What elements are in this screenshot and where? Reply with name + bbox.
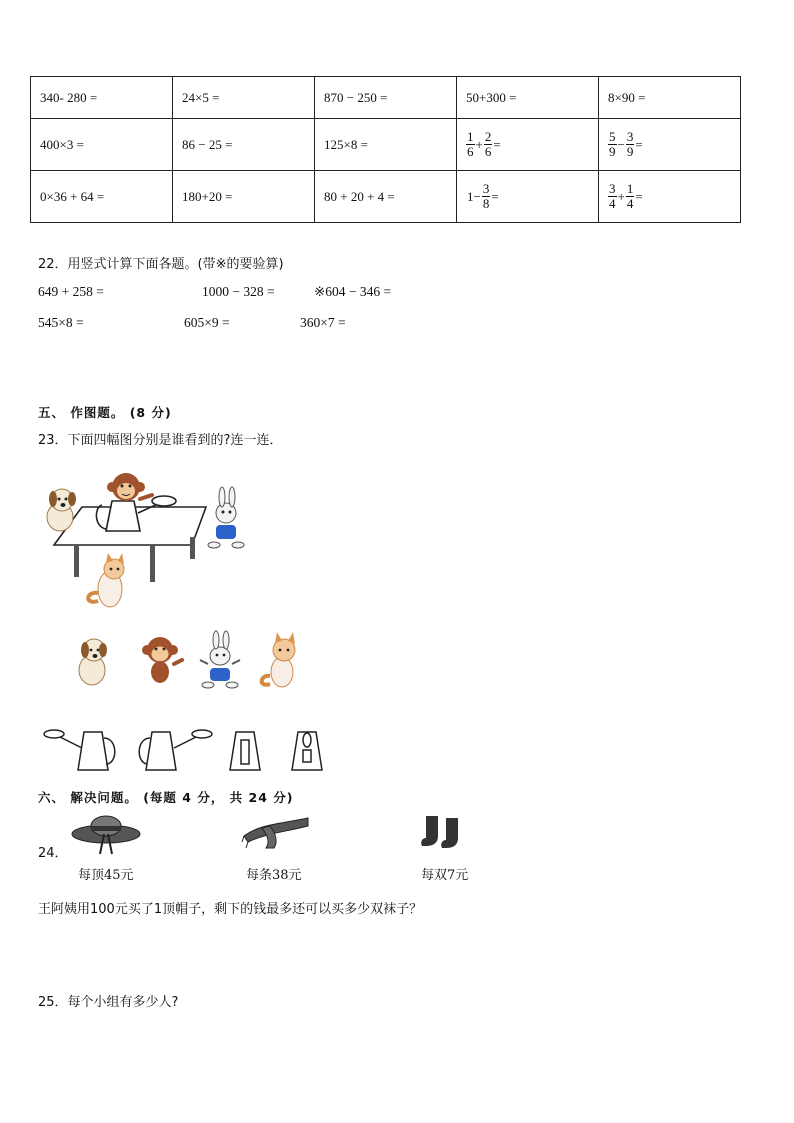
vertical-calc-item: ※604 − 346 =: [314, 284, 392, 299]
calculation-table: [30, 76, 741, 223]
table-cell-fraction: $\frac{3}{4}$ + $\frac{1}{4}$ =: [599, 171, 741, 223]
kettle-side-view-spout-right-icon[interactable]: [139, 730, 212, 770]
vertical-calc-item: 1000 − 328 =: [202, 284, 275, 299]
table-cell-fraction: $\frac{5}{9}$ − $\frac{3}{9}$ =: [599, 119, 741, 171]
cat-choice-icon[interactable]: [262, 632, 295, 687]
animal-choices: [70, 628, 310, 690]
table-cell: 180+20 =: [173, 171, 315, 223]
table-cell: 870 − 250 =: [315, 77, 457, 119]
section-5-title: 五、 作图题。 (8 分): [38, 405, 172, 420]
vertical-calc-item: 360×7 =: [300, 315, 346, 330]
hat-icon: [70, 812, 142, 858]
question-23-title: 23．下面四幅图分别是谁看到的?连一连．: [38, 433, 283, 448]
monkey-choice-icon[interactable]: [142, 637, 182, 683]
socks-icon: [420, 814, 472, 850]
fraction: $\frac{2}{6}$: [484, 129, 492, 159]
table-cell: 340- 280 =: [31, 77, 173, 119]
fraction: $\frac{1}{4}$: [626, 181, 634, 211]
fraction: $\frac{3}{8}$: [482, 181, 490, 211]
vertical-calc-item: 649 + 258 =: [38, 284, 104, 299]
table-cell: 24×5 =: [173, 77, 315, 119]
fraction: $\frac{5}{9}$: [609, 129, 616, 159]
table-row: [31, 171, 741, 223]
question-22-title: 22．用竖式计算下面各题。(带※的要验算): [38, 257, 284, 272]
table-row: [31, 119, 741, 171]
scarf-price: 每条38元: [246, 868, 302, 883]
table-cell: 400×3 =: [31, 119, 173, 171]
dog-choice-icon[interactable]: [79, 639, 107, 685]
table-cell: 125×8 =: [315, 119, 457, 171]
question-24-text: 王阿姨用100元买了1顶帽子，剩下的钱最多还可以买多少双袜子？: [38, 902, 423, 917]
table-cell: 50+300 =: [457, 77, 599, 119]
vertical-calc-item: 545×8 =: [38, 315, 84, 330]
table-cell: 80 + 20 + 4 =: [315, 171, 457, 223]
question-24-number: 24．: [38, 846, 68, 861]
cat-icon: [88, 553, 124, 607]
kettle-front-view-icon[interactable]: [230, 732, 260, 770]
socks-price: 每双7元: [421, 868, 469, 883]
hat-price: 每顶45元: [78, 868, 134, 883]
table-cell: 8×90 =: [599, 77, 741, 119]
rabbit-choice-icon[interactable]: [200, 631, 240, 688]
scene-illustration: [40, 465, 260, 615]
table-row: [31, 77, 741, 119]
fraction: $\frac{3}{9}$: [626, 129, 634, 159]
table-cell: 0×36 + 64 =: [31, 171, 173, 223]
fraction: $\frac{3}{4}$: [609, 181, 616, 211]
kettle-views: [38, 724, 338, 776]
table-cell-fraction: 1− $\frac{3}{8}$ =: [457, 171, 599, 223]
rabbit-icon: [208, 487, 244, 548]
scarf-icon: [240, 812, 312, 852]
kettle-back-view-icon[interactable]: [292, 732, 322, 770]
kettle-side-view-spout-left-icon[interactable]: [44, 730, 115, 770]
table-cell-fraction: $\frac{1}{6}$ + $\frac{2}{6}$ =: [457, 119, 599, 171]
vertical-calc-item: 605×9 =: [184, 315, 230, 330]
section-6-title: 六、 解决问题。 (每题 4 分， 共 24 分): [38, 790, 294, 805]
fraction: $\frac{1}{6}$: [467, 129, 474, 159]
table-cell: 86 − 25 =: [173, 119, 315, 171]
question-25-title: 25．每个小组有多少人?: [38, 995, 179, 1010]
monkey-icon: [107, 473, 152, 501]
